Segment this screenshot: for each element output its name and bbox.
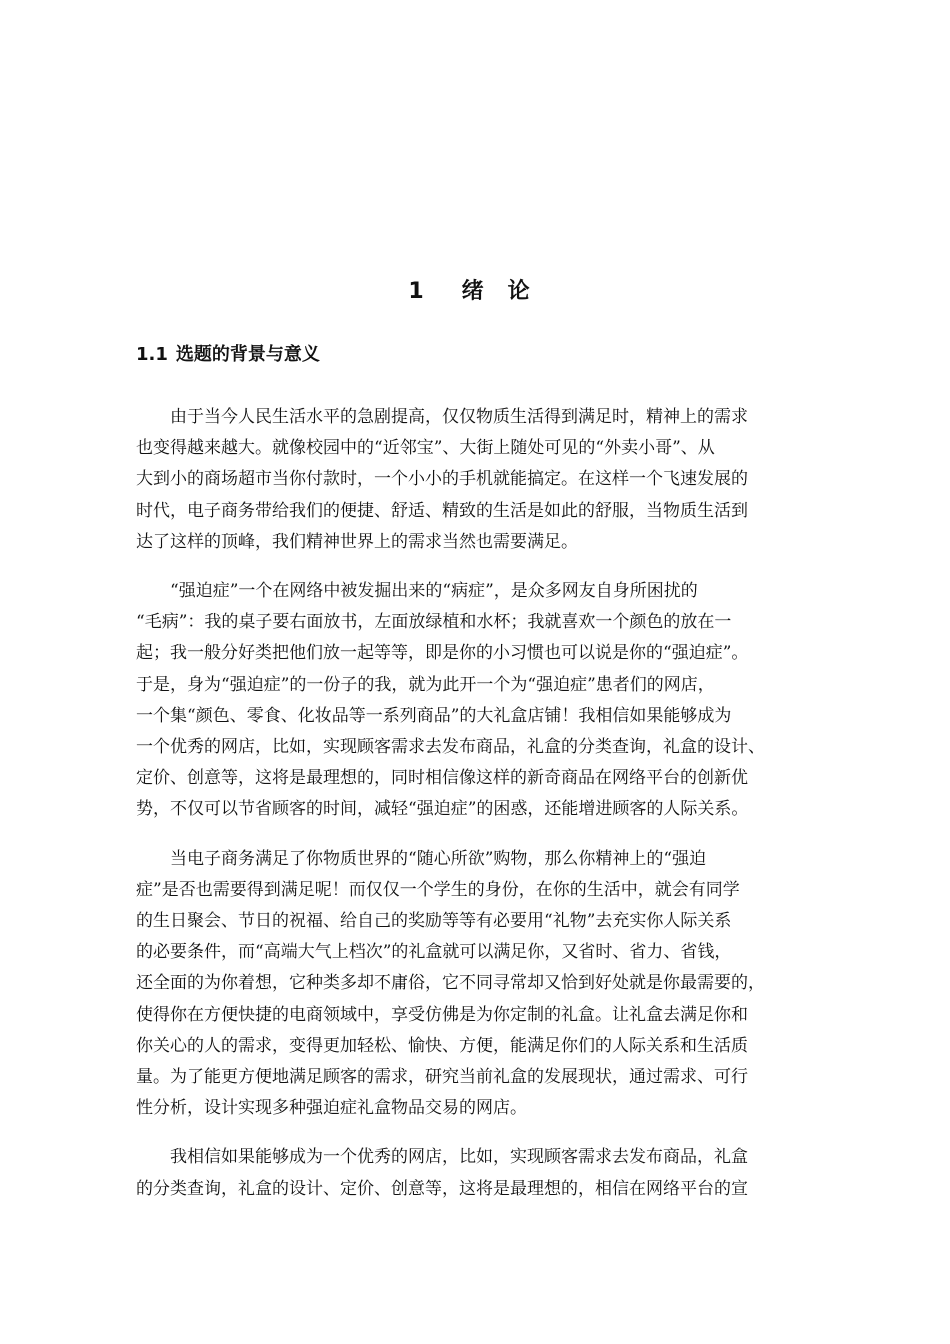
text-line: 由于当今人民生活水平的急剧提高，仅仅物质生活得到满足时，精神上的需求 [170,407,748,427]
paragraph-4 [136,1142,850,1204]
paragraph-1 [136,402,850,558]
text-line: 起；我一般分好类把他们放一起等等，即是你的小习惯也可以说是你的“强迫症”。 [136,643,749,664]
text-line: “毛病”：我的桌子要右面放书，左面放绿植和水杯；我就喜欢一个颜色的放在一 [136,612,732,633]
text-line: 时代，电子商务带给我们的便捷、舒适、精致的生活是如此的舒服，当物质生活到 [136,500,748,521]
chapter-title [0,276,950,308]
text-line: 势，不仅可以节省顾客的时间，减轻“强迫症”的困惑，还能增进顾客的人际关系。 [136,799,749,820]
text-line: 一个优秀的网店，比如，实现顾客需求去发布商品，礼盒的分类查询，礼盒的设计、 [136,737,765,758]
chapter-title-char: 论 [507,279,530,304]
paragraph-3 [136,844,850,1125]
text-line: 于是，身为“强迫症”的一份子的我，就为此开一个为“强迫症”患者们的网店， [136,674,715,695]
chapter-title-char: 绪 [461,279,484,304]
text-line: 量。为了能更方便地满足顾客的需求，研究当前礼盒的发展现状，通过需求、可行 [136,1067,748,1088]
section-number: 1.1 [136,344,168,365]
body-text [136,402,850,1223]
text-line: 大到小的商场超市当你付款时，一个小小的手机就能搞定。在这样一个飞速发展的 [136,469,748,490]
text-line: 达了这样的顶峰，我们精神世界上的需求当然也需要满足。 [136,531,578,552]
paragraph-2 [136,576,850,826]
text-line: 症”是否也需要得到满足呢！而仅仅一个学生的身份，在你的生活中，就会有同学 [136,879,740,900]
chapter-number: 1 [408,279,424,304]
text-line: 使得你在方便快捷的电商领域中，享受仿佛是为你定制的礼盒。让礼盒去满足你和 [136,1004,748,1025]
text-line: 性分析，设计实现多种强迫症礼盒物品交易的网店。 [136,1098,527,1119]
text-line: 也变得越来越大。就像校园中的“近邻宝”、大街上随处可见的“外卖小哥”、从 [136,438,715,459]
text-line: 的生日聚会、节日的祝福、给自己的奖励等等有必要用“礼物”去充实你人际关系 [136,911,732,932]
section-title-text: 选题的背景与意义 [175,344,320,365]
text-line: 一个集“颜色、零食、化妆品等一系列商品”的大礼盒店铺！我相信如果能够成为 [136,705,732,726]
text-line: 当电子商务满足了你物质世界的“随心所欲”购物，那么你精神上的“强迫 [170,848,707,869]
text-line: 我相信如果能够成为一个优秀的网店，比如，实现顾客需求去发布商品，礼盒 [170,1147,748,1168]
text-line: 定价、创意等，这将是最理想的，同时相信像这样的新奇商品在网络平台的创新优 [136,768,748,789]
text-line: 的分类查询，礼盒的设计、定价、创意等，这将是最理想的，相信在网络平台的宣 [136,1178,748,1199]
section-title [136,342,320,368]
text-line: 的必要条件，而“高端大气上档次”的礼盒就可以满足你，又省时、省力、省钱， [136,942,732,963]
text-line: 还全面的为你着想，它种类多却不庸俗，它不同寻常却又恰到好处就是你最需要的， [136,973,765,994]
text-line: “强迫症”一个在网络中被发掘出来的“病症”，是众多网友自身所困扰的 [170,581,698,602]
text-line: 你关心的人的需求，变得更加轻松、愉快、方便，能满足你们的人际关系和生活质 [136,1035,748,1056]
